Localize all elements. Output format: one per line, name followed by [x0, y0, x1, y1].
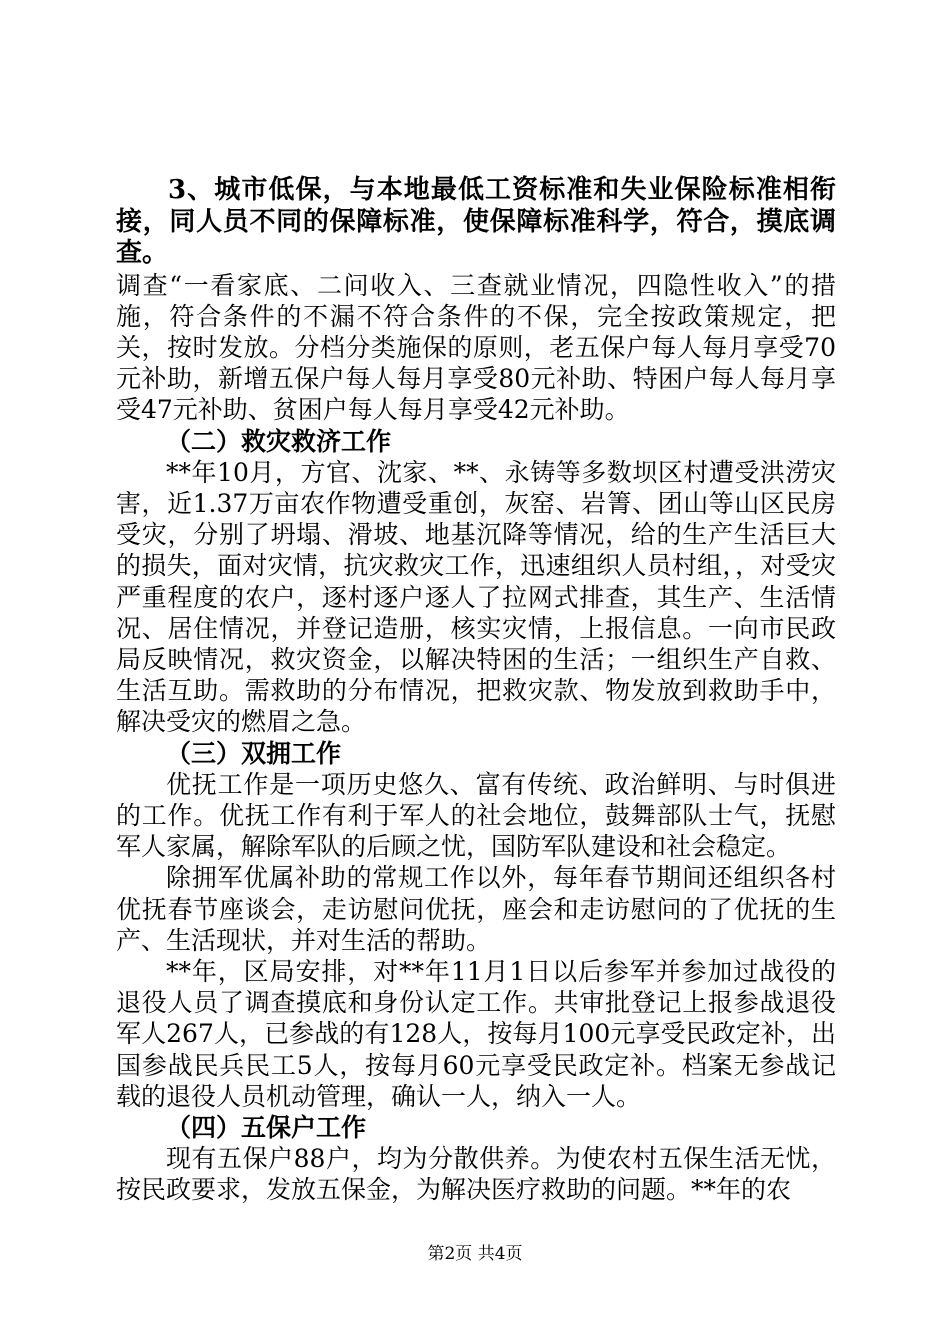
- paragraph-flood-disaster: **年10月，方官、沈家、**、永铸等多数坝区村遭受洪涝灾害，近1.37万亩农作物遭受重创，灰窑、岩箐、团山等山区民房受灾，分别了坍塌、滑坡、地基沉降等情况，给的生产生活巨大的损失，面对灾情，抗灾救灾工作，迅速组织人员村组，，对受灾严重程度的农户，逐村逐户逐人了拉网式排查，其生产、生活情况、居住情况，并登记造册，核实灾情，上报信息。一向市民政局反映情况，救灾资金，以解决特困的生活；一组织生产自救、生活互助。需救助的分布情况，把救灾款、物发放到救助手中，解决受灾的燃眉之急。: [116, 457, 836, 737]
- section-heading-double-support: （三）双拥工作: [166, 738, 342, 768]
- paragraph-veterans: **年，区局安排，对**年11月1日以后参军并参加过战役的退役人员了调查摸底和身份认定工作。共审批登记上报参战退役军人267人，已参战的有128人，按每月100元享受民政定补，出国参战民兵民工5人，按每月60元享受民政定补。档案无参战记载的退役人员机动管理，确认一人，纳入一人。: [116, 956, 836, 1111]
- page-number-footer: 第2页 共4页: [427, 1244, 523, 1264]
- paragraph-five-guarantee-households: 现有五保户88户，均为分散供养。为使农村五保生活无忧，按民政要求，发放五保金，为解决医疗救助的问题。**年的农: [116, 1144, 836, 1205]
- paragraph-preferential-care: 优抚工作是一项历史悠久、富有传统、政治鲜明、与时俱进的工作。优抚工作有利于军人的社会地位，鼓舞部队士气，抚慰军人家属，解除军队的后顾之忧，国防军队建设和社会稳定。: [116, 769, 836, 862]
- paragraph-urban-minimum-living: 3、城市低保，与本地最低工资标准和失业保险标准相衔接，同人员不同的保障标准，使保障标准科学，符合，摸底调查。: [116, 175, 836, 268]
- document-body: [116, 175, 836, 1206]
- section-heading-disaster-relief: （二）救灾救济工作: [166, 426, 392, 456]
- paragraph-spring-festival: 除拥军优属补助的常规工作以外，每年春节期间还组织各村优抚春节座谈会，走访慰问优抚，座会和走访慰问的了优抚的生产、生活现状，并对生活的帮助。: [116, 863, 836, 955]
- paragraph-survey-measures: 调查“一看家底、二问收入、三查就业情况，四隐性收入”的措施，符合条件的不漏不符合条件的不保，完全按政策规定，把关，按时发放。分档分类施保的原则，老五保户每人每月享受70元补助，新增五保户每人每月享受80元补助、特困户每人每月享受47元补助、贫困户每人每月享受42元补助。: [116, 270, 836, 425]
- section-heading-five-guarantee: （四）五保户工作: [166, 1112, 367, 1142]
